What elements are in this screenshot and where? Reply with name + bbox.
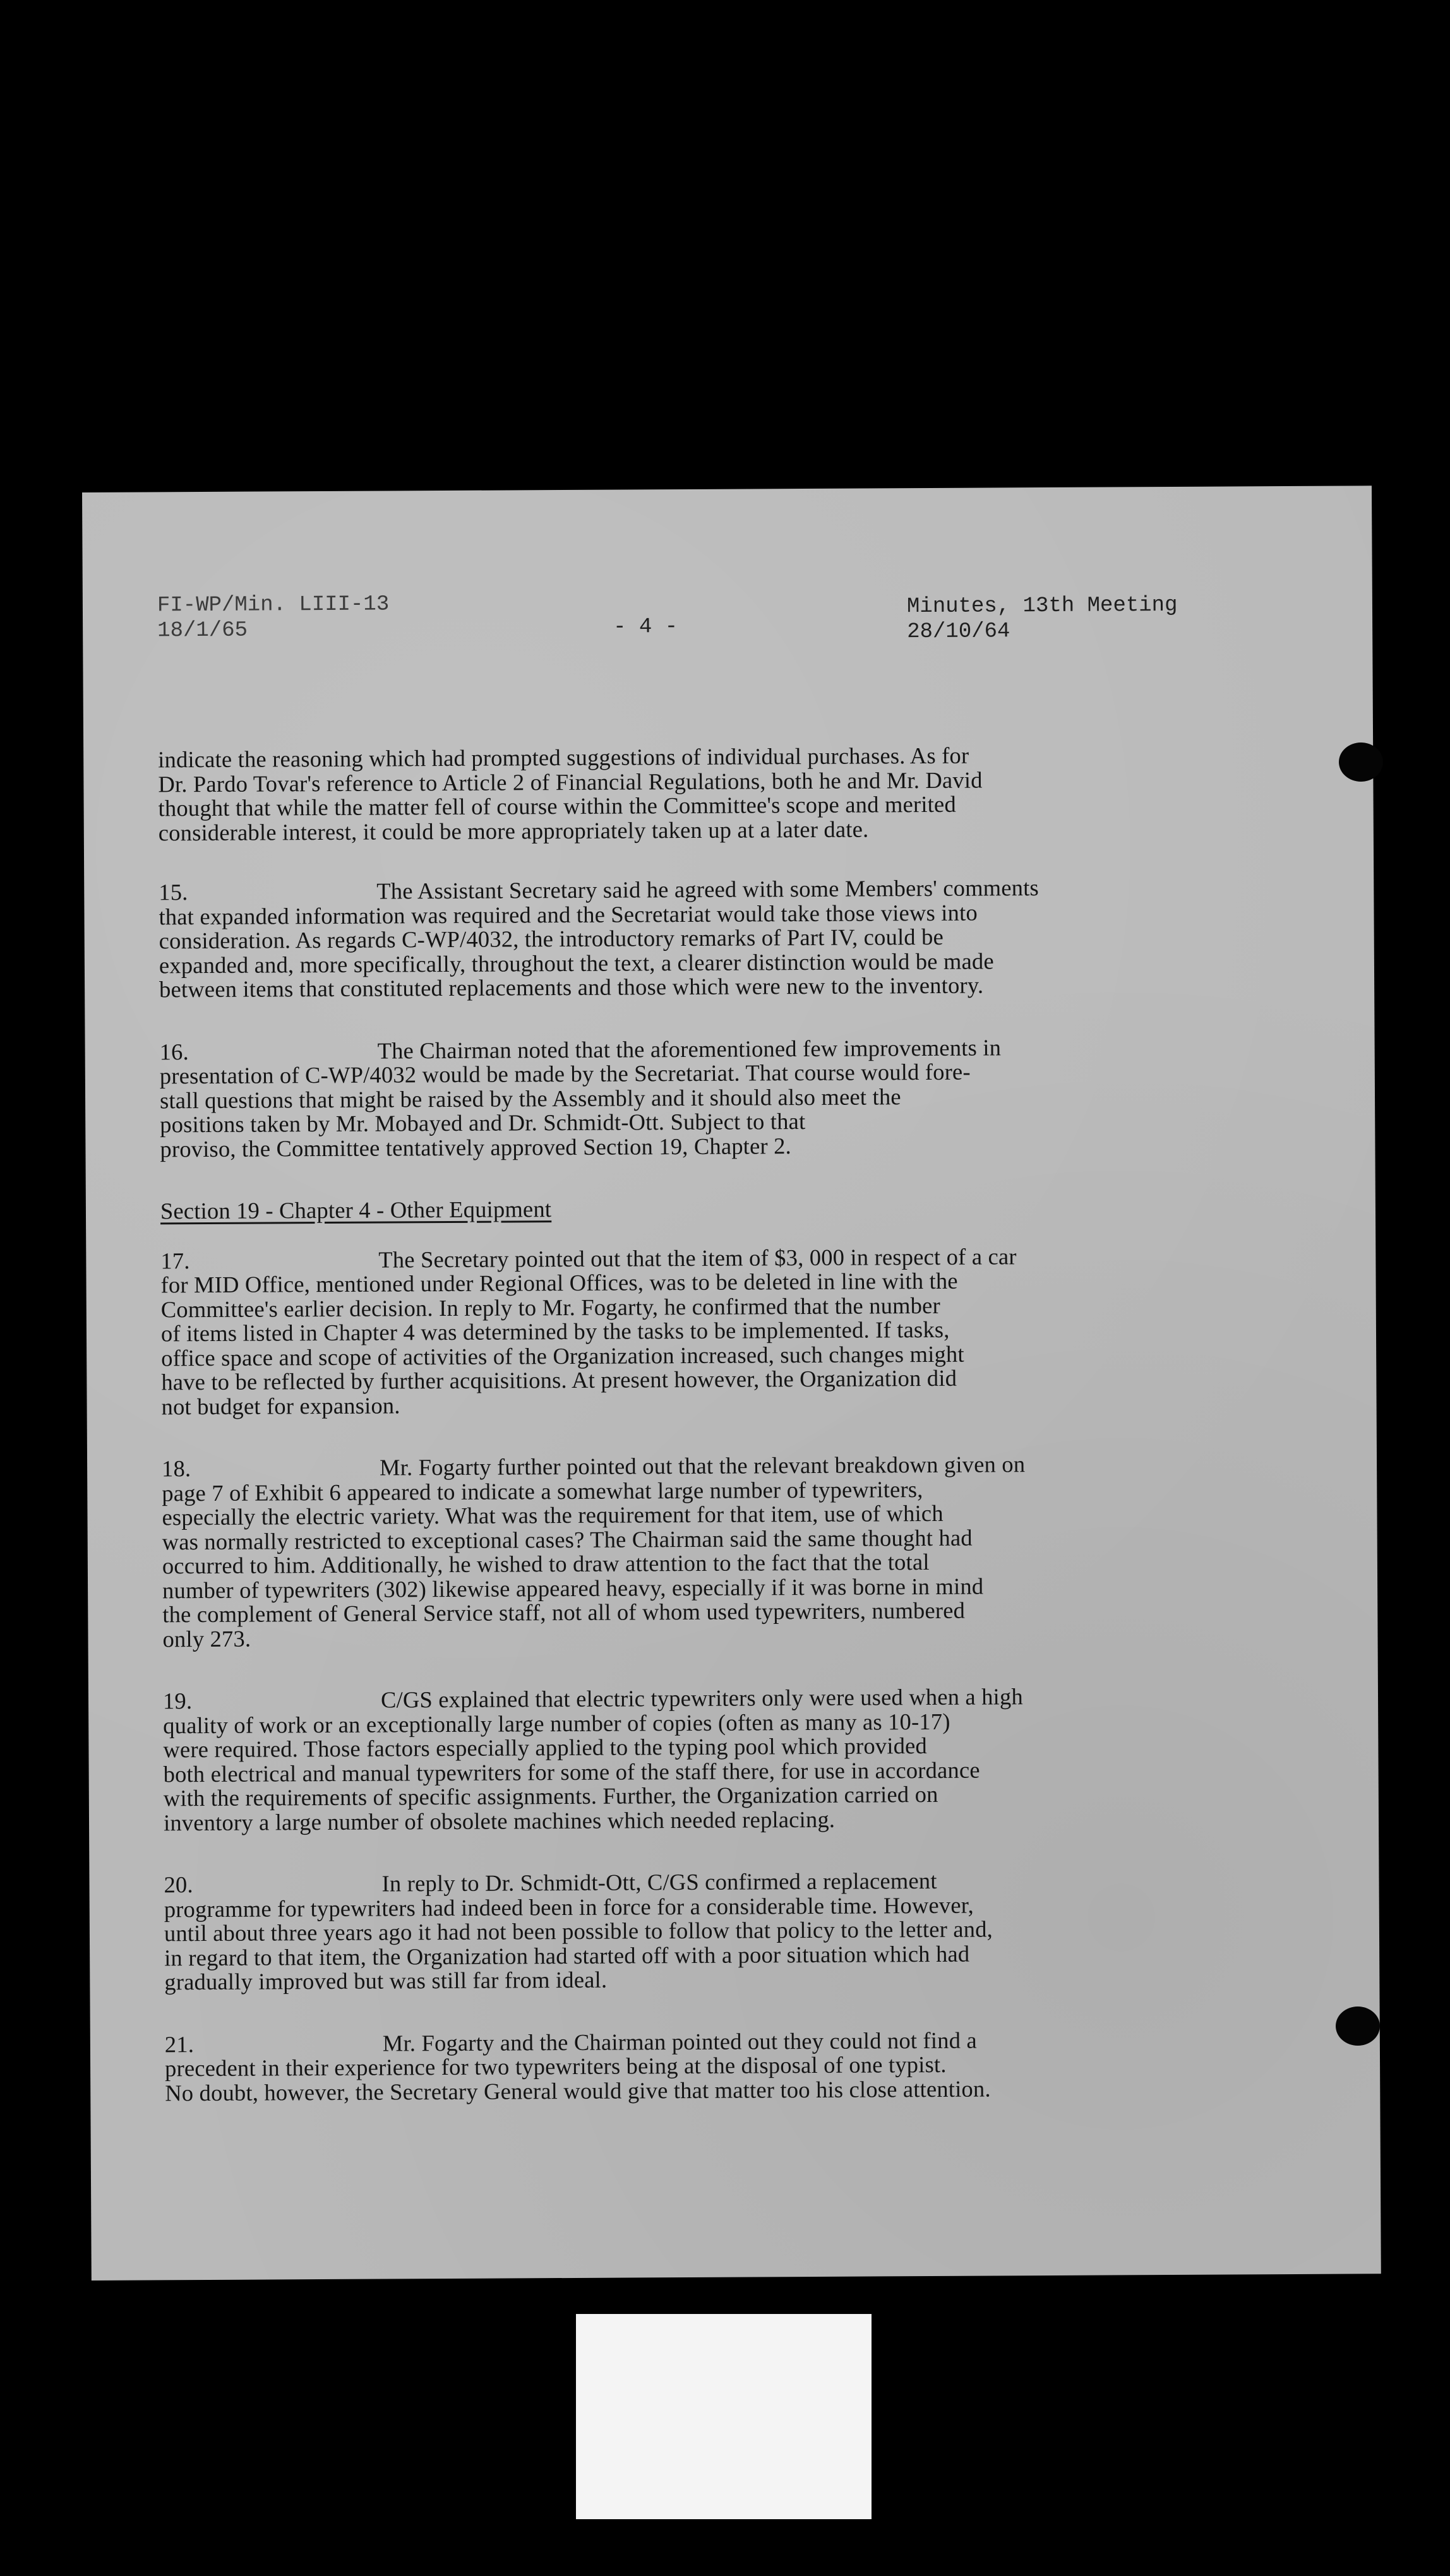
text-line: especially the electric variety. What was the requirement for that item, use of which <box>162 1500 944 1530</box>
text-line-content: Mr. Fogarty further pointed out that the relevant breakdown given on <box>379 1451 1026 1481</box>
text-line: office space and scope of activities of the Organization increased, such changes might <box>161 1340 964 1371</box>
paragraph-number: 15. <box>159 879 188 905</box>
text-line: expanded and, more specifically, throughout the text, a clearer distinction would be made <box>159 947 994 978</box>
paragraph-number: 19. <box>162 1688 193 1714</box>
paragraph-20 <box>164 1867 1314 1995</box>
paragraph-number: 18. <box>161 1455 191 1482</box>
text-line: occurred to him. Additionally, he wished to draw attention to the fact that the total <box>162 1548 930 1579</box>
text-line-content: The Secretary pointed out that the item of $3, 000 in respect of a car <box>378 1243 1017 1273</box>
text-line: precedent in their experience for two typewriters being at the disposal of one typist. <box>164 2051 947 2082</box>
text-line: inventory a large number of obsolete machines which needed replacing. <box>163 1806 836 1835</box>
text-line: for MID Office, mentioned under Regional Offices, was to be deleted in line with the <box>160 1267 958 1298</box>
text-line: consideration. As regards C-WP/4032, the introductory remarks of Part IV, could be <box>159 923 944 954</box>
text-line: positions taken by Mr. Mobayed and Dr. Schmidt-Ott. Subject to that <box>160 1108 806 1138</box>
blank-target-card <box>576 2314 872 2519</box>
paragraph-18 <box>162 1451 1312 1652</box>
text-line: of items listed in Chapter 4 was determined by the tasks to be implemented. If tasks, <box>160 1316 950 1347</box>
text-line: thought that while the matter fell of course within the Committee's scope and merited <box>158 790 956 821</box>
paragraph-16 <box>160 1034 1310 1161</box>
text-line: number of typewriters (302) likewise appeared heavy, especially if it was borne in mind <box>162 1573 984 1603</box>
text-line: was normally restricted to exceptional cases? The Chairman said the same thought had <box>162 1524 973 1554</box>
document-date: 18/1/65 <box>157 618 248 643</box>
text-line: that expanded information was required and the Secretariat would take those views into <box>159 899 978 929</box>
meeting-date: 28/10/64 <box>907 619 1010 645</box>
paragraph-19 <box>163 1683 1313 1835</box>
text-line: No doubt, however, the Secretary General would give that matter too his close attention. <box>165 2075 991 2106</box>
text-line-content: In reply to Dr. Schmidt-Ott, C/GS confirmed a replacement <box>381 1867 937 1897</box>
text-line: were required. Those factors especially applied to the typing pool which provided <box>163 1732 928 1763</box>
text-line: have to be reflected by further acquisitions. At present however, the Organization did <box>161 1364 957 1395</box>
punch-hole-mark <box>1339 742 1383 782</box>
meeting-reference <box>907 593 1178 645</box>
paragraph-number: 16. <box>159 1038 189 1064</box>
document-reference <box>157 592 390 643</box>
paragraph-15 <box>159 874 1309 1002</box>
text-line: both electrical and manual typewriters for some of the staff there, for use in accordance <box>163 1756 980 1787</box>
text-line: gradually improved but was still far from ideal. <box>164 1966 608 1995</box>
text-line: proviso, the Committee tentatively approved Section 19, Chapter 2. <box>160 1132 792 1162</box>
document-symbol: FI-WP/Min. LIII-13 <box>157 592 390 618</box>
page-number: - 4 - <box>613 615 678 640</box>
text-line-content: Mr. Fogarty and the Chairman pointed out they could not find a <box>382 2027 977 2056</box>
paragraph-17 <box>160 1243 1310 1419</box>
text-line: Committee's earlier decision. In reply to Mr. Fogarty, he confirmed that the number <box>160 1292 940 1322</box>
text-line: quality of work or an exceptionally large number of copies (often as many as 10-17) <box>163 1708 950 1738</box>
paragraph-number: 21. <box>164 2030 195 2057</box>
text-line: indicate the reasoning which had prompted suggestions of individual purchases. As for <box>158 742 969 773</box>
text-line: page 7 of Exhibit 6 appeared to indicate a somewhat large number of typewriters, <box>162 1476 923 1506</box>
paragraph-14-continued <box>158 742 1308 845</box>
text-line: only 273. <box>162 1625 251 1652</box>
paragraph-21 <box>165 2026 1315 2105</box>
text-line-content: The Assistant Secretary said he agreed with some Members' comments <box>376 874 1040 904</box>
text-line: between items that constituted replacements and those which were new to the inventory. <box>159 972 984 1003</box>
text-line: until about three years ago it had not been possible to follow that policy to the letter and, <box>164 1916 993 1947</box>
text-line: the complement of General Service staff, not all of whom used typewriters, numbered <box>162 1597 966 1628</box>
text-line: programme for typewriters had indeed been in force for a considerable time. However, <box>164 1892 974 1922</box>
meeting-title: Minutes, 13th Meeting <box>906 593 1178 619</box>
section-heading: Section 19 - Chapter 4 - Other Equipment <box>160 1196 552 1224</box>
paragraph-number: 20. <box>164 1871 193 1898</box>
punch-hole-mark <box>1336 2007 1380 2046</box>
text-line: presentation of C-WP/4032 would be made by the Secretariat. That course would fore- <box>159 1058 971 1089</box>
text-line-content: C/GS explained that electric typewriters only were used when a high <box>380 1683 1023 1713</box>
text-line: not budget for expansion. <box>161 1392 400 1419</box>
text-line: with the requirements of specific assignments. Further, the Organization carried on <box>163 1780 938 1811</box>
minutes-body <box>158 742 1315 2143</box>
text-line: Dr. Pardo Tovar's reference to Article 2 of Financial Regulations, both he and Mr. David <box>158 766 983 797</box>
text-line-content: The Chairman noted that the aforementioned few improvements in <box>377 1034 1002 1064</box>
text-line: considerable interest, it could be more appropriately taken up at a later date. <box>158 815 869 845</box>
text-line: stall questions that might be raised by the Assembly and it should also meet the <box>159 1083 901 1113</box>
paragraph-number: 17. <box>160 1247 190 1273</box>
text-line: in regard to that item, the Organization had started off with a poor situation which had <box>164 1940 970 1971</box>
scanned-document-page <box>82 486 1381 2281</box>
